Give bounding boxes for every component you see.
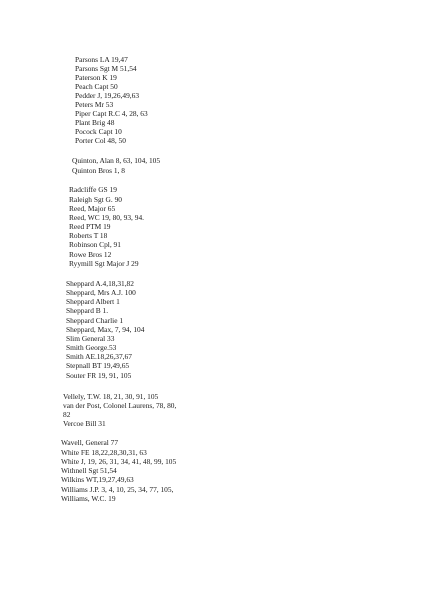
index-entry: Sheppard Albert 1 [66,297,120,306]
index-entry: Sheppard, Mrs A.J. 100 [66,288,136,297]
index-entry: Radcliffe GS 19 [69,185,117,194]
index-entry: van der Post, Colonel Laurens, 78, 80, [63,401,177,410]
index-entry: Piper Capt R.C 4, 28, 63 [75,109,148,118]
index-entry: Wilkins WT,19,27,49,63 [61,475,134,484]
index-entry: Sheppard Charlie 1 [66,316,124,325]
index-entry: Quinton, Alan 8, 63, 104, 105 [72,156,161,165]
index-entry: Robinson Cpl, 91 [69,240,121,249]
index-entry: Reed, Major 65 [69,204,116,213]
index-entry: Ryymill Sgt Major J 29 [69,259,139,268]
index-entry: Stepnall BT 19,49,65 [66,361,130,370]
index-entry: Sheppard, Max, 7, 94, 104 [66,325,145,334]
index-entry: Wavell, General 77 [61,438,119,447]
index-entry: Roberts T 18 [69,231,108,240]
index-entry: Plant Brig 48 [75,118,115,127]
index-entry: Vellely, T.W. 18, 21, 30, 91, 105 [63,392,159,401]
index-entry: Parsons LA 19,47 [75,55,128,64]
index-entry: Sheppard B 1. [66,306,109,315]
index-entry: Peach Capt 50 [75,82,118,91]
index-entry: Sheppard A.4,18,31,82 [66,279,134,288]
index-entry: Vercoe Bill 31 [63,419,106,428]
index-entry: Williams J.P. 3, 4, 10, 25, 34, 77, 105, [61,485,174,494]
index-entry: Quinton Bros 1, 8 [72,166,125,175]
index-entry: White FE 18,22,28,30,31, 63 [61,448,147,457]
index-entry: Smith George.53 [66,343,117,352]
index-entry: Parsons Sgt M 51,54 [75,64,137,73]
index-entry: Reed PTM 19 [69,222,111,231]
index-entry: Peters Mr 53 [75,100,114,109]
index-entry: Williams, W.C. 19 [61,494,116,503]
index-entry: Raleigh Sgt G. 90 [69,195,122,204]
index-entry: 82 [63,410,71,419]
index-entry: Pocock Capt 10 [75,127,122,136]
index-entry: Pedder J, 19,26,49,63 [75,91,140,100]
index-entry: Paterson K 19 [75,73,117,82]
index-entry: Withnell Sgt 51,54 [61,466,117,475]
index-entry: White J, 19, 26, 31, 34, 41, 48, 99, 105 [61,457,177,466]
index-entry: Porter Col 48, 50 [75,136,126,145]
index-entry: Reed, WC 19, 80, 93, 94. [69,213,144,222]
index-entry: Rowe Bros 12 [69,250,112,259]
index-entry: Souter FR 19, 91, 105 [66,371,132,380]
index-entry: Smith AE.18,26,37,67 [66,352,132,361]
index-entry: Slim General 33 [66,334,115,343]
